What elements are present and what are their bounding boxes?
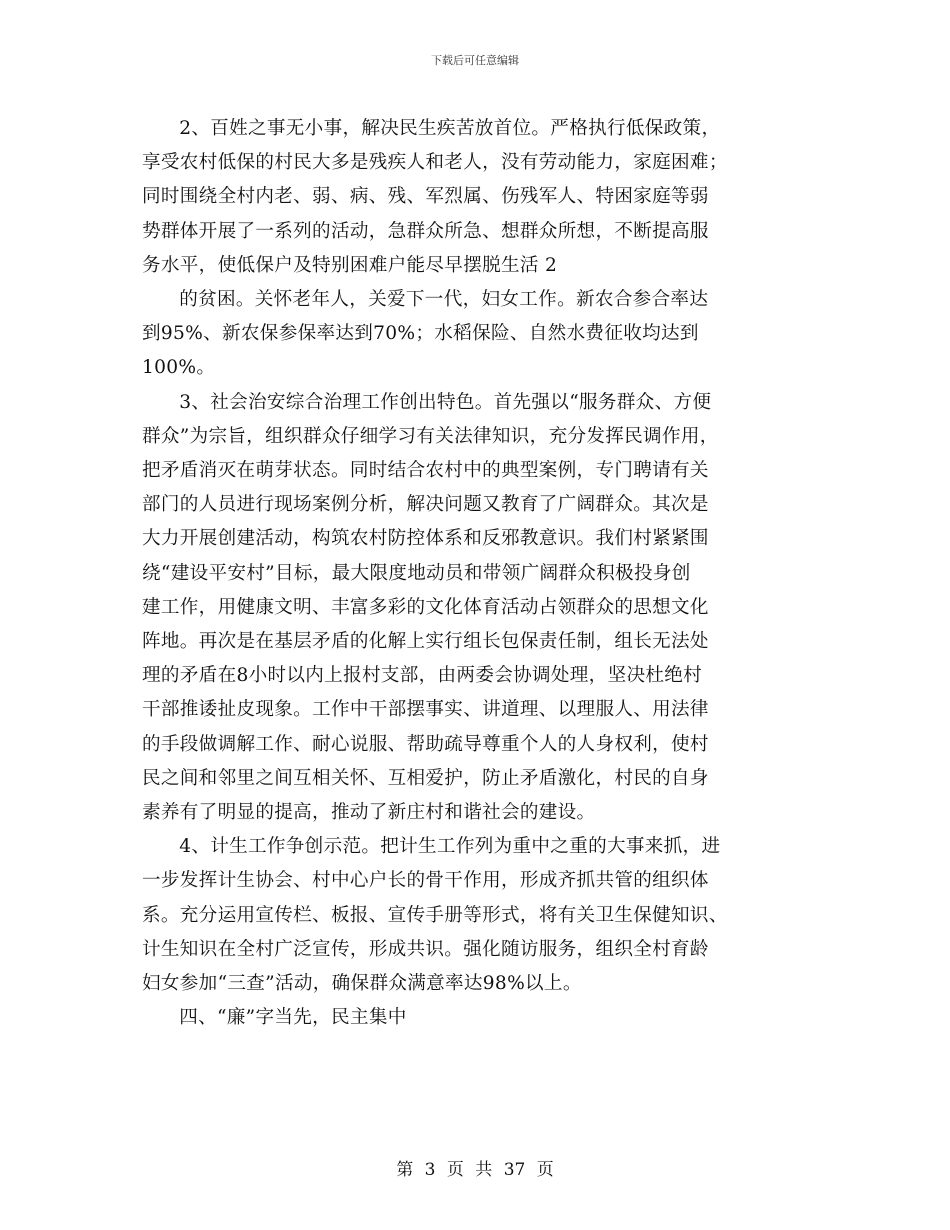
page-header: 下载后可任意编辑 [431,54,519,67]
paragraph-livelihood: 2、百姓之事无小事，解决民生疾苦放首位。严格执行低保政策， 享受农村低保的村民大多是残疾人和老人，没有劳动能力，家庭困难； 同时围绕全村内老、弱、病、残、军烈属、伤残军人、特困家庭等弱 势群体开展了一系列的活动，急群众所急、想群众所想，不断提高服 务水平，使低保户及特别困难户能尽早摆脱生活 2 [142,118,728,276]
section-heading-integrity: 四、“廉”字当先，民主集中 [179,1007,407,1029]
paragraph-insurance-rates: 的贫困。关怀老年人，关爱下一代，妇女工作。新农合参合率达 到95%、新农保参保率达到70%；水稻保险、自然水费征收均达到 100%。 [142,289,709,379]
paragraph-family-planning: 4、计生工作争创示范。把计生工作列为重中之重的大事来抓，进 一步发挥计生协会、村中心户长的骨干作用，形成齐抓共管的组织体 系。充分运用宣传栏、板报、宣传手册等形式，将有关卫生保健知识、 计生知识在全村广泛宣传，形成共识。强化随访服务，组织全村育龄 妇女参加“三查”活动，确保群众满意率达98%以上。 [142,836,728,995]
document-body [142,112,810,1035]
page-footer: 第 3 页 共 37 页 [396,1160,554,1180]
paragraph-public-security: 3、社会治安综合治理工作创出特色。首先强以“服务群众、方便 群众”为宗旨，组织群众仔细学习有关法律知识，充分发挥民调作用， 把矛盾消灭在萌芽状态。同时结合农村中的典型案例，专门聘请有关 部门的人员进行现场案例分析，解决问题又教育了广阔群众。其次是 大力开展创建活动，构筑农村防控体系和反邪教意识。我们村紧紧围 绕“建设平安村”目标，最大限度地动员和带领广阔群众积极投身创 建工作，用健康文明、丰富多彩的文化体育活动占领群众的思想文化 阵地。再次是在基层矛盾的化解上实行组长包保责任制，组长无法处 理的矛盾在8小时以内上报村支部，由两委会协调处理，坚决杜绝村 干部推诿扯皮现象。工作中干部摆事实、讲道理、以理服人、用法律 的手段做调解工作、耐心说服、帮助疏导尊重个人的人身权利，使村 民之间和邻里之间互相关怀、互相爱护，防止矛盾激化，村民的自身 素养有了明显的提高，推动了新庄村和谐社会的建设。 [142,391,719,824]
